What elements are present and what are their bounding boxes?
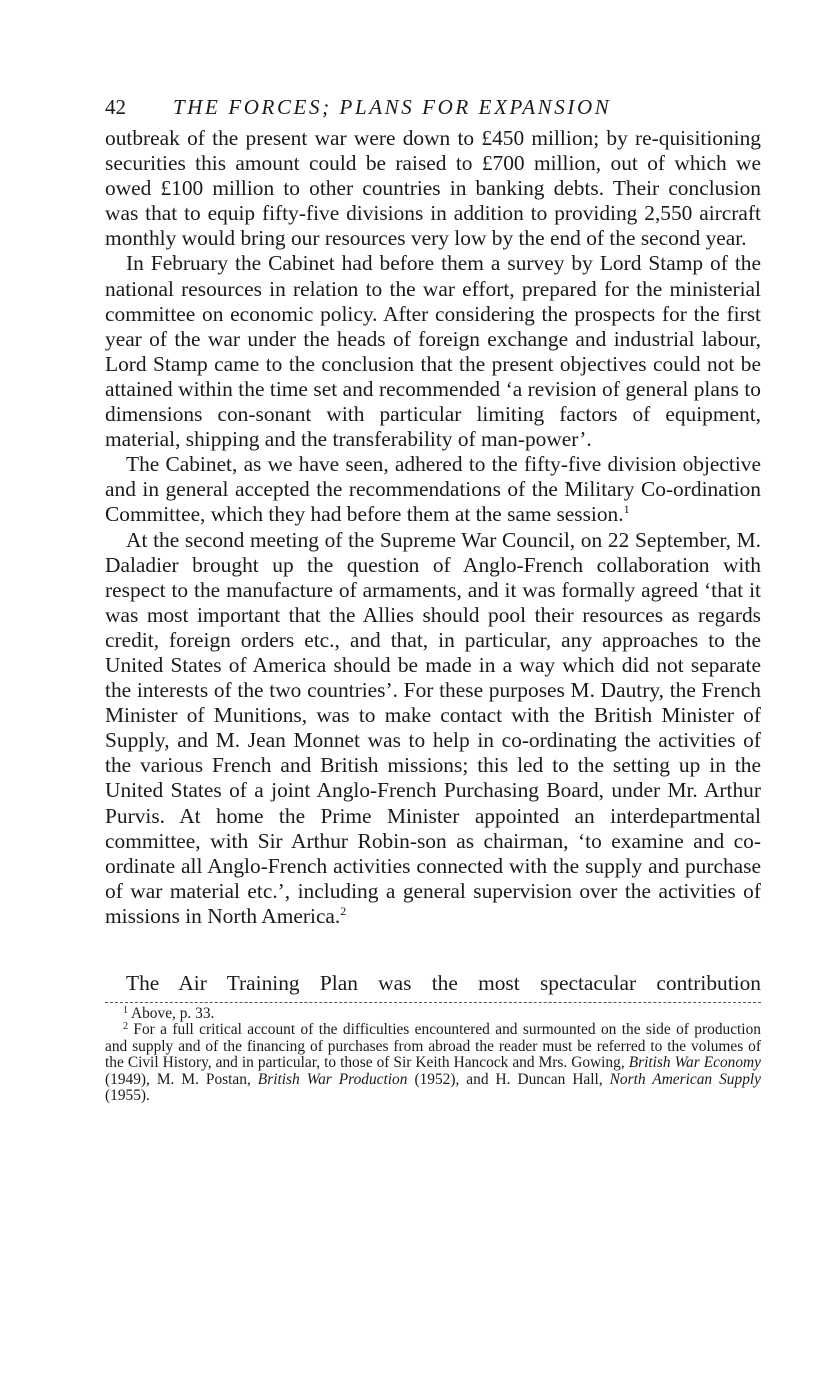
paragraph-4 (105, 528, 761, 930)
cited-title: British War Production (257, 1070, 408, 1088)
footnote-text: (1949), M. M. Postan, (105, 1070, 258, 1088)
footnote-text: (1952), and H. Duncan Hall, (407, 1070, 610, 1088)
paragraph-text: In February the Cabinet had before them a survey by Lord Stamp of the national resources in relation to the war effort, prepared for the ministerial committee on economic policy. After considering the prospects for the first year of the war under the heads of foreign exchange and industrial labour, Lord Stamp came to the conclusion that the present objectives could not be attained within the time set and recommended ‘a revision of general plans to dimensions con-sonant with particular limiting factors of equipment, material, shipping and the transferability of man-power’. (105, 251, 761, 452)
footnote-1 (105, 1006, 761, 1022)
footnote-marker: 2 (123, 1021, 128, 1033)
paragraph-2 (105, 251, 761, 452)
body-text (105, 126, 761, 929)
running-head (105, 92, 761, 122)
footnote-text: (1955). (105, 1087, 150, 1105)
paragraph-text: At the second meeting of the Supreme War Council, on 22 September, M. Daladier brought up the question of Anglo-French collaboration with respect to the manufacture of armaments, and it was formally agreed ‘that it was most important that the Allies should pool their resources as regards credit, foreign orders etc., and that, in particular, any approaches to the United States of America should be made in a way which did not separate the interests of the two countries’. For these purposes M. Dautry, the French Minister of Munitions, was to make contact with the British Minister of Supply, and M. Jean Monnet was to help in co-ordinating the activities of the various French and British missions; this led to the setting up in the United States of a joint Anglo-French Purchasing Board, under Mr. Arthur Purvis. At home the Prime Minister appointed an interdepartmental committee, with Sir Arthur Robin-son as chairman, ‘to examine and co-ordinate all Anglo-French activities connected with the supply and purchase of war material etc.’, including a general supervision over the activities of missions in North America. (105, 527, 761, 928)
paragraph-text: The Cabinet, as we have seen, adhered to the fifty-five division objective and in general accepted the recommendations of the Military Co-ordination Committee, which they had before them at the same session. (105, 452, 761, 527)
paragraph-3 (105, 452, 761, 527)
footnotes (105, 1006, 761, 1104)
footnote-marker: 1 (123, 1005, 128, 1016)
section-break (105, 929, 761, 971)
footnote-ref-1[interactable]: 1 (623, 502, 630, 517)
paragraph-text: outbreak of the present war were down to £450 million; by re-quisitioning securities this amount could be raised to £700 million, out of which we owed £100 million to other countries in banking debts. Their conclusion was that to equip fifty-five divisions in addition to providing 2,550 aircraft monthly would bring our resources very low by the end of the second year. (105, 126, 761, 251)
cited-title: British War Economy (628, 1054, 761, 1072)
footnote-text: For a full critical account of the difficulties encountered and surmounted on the side of production and supply and of the financing of purchases from abroad the reader must be referred to the volumes of the Civil History, and in particular, to those of Sir Keith Hancock and Mrs. Gowing, (105, 1021, 761, 1072)
footnote-ref-2[interactable]: 2 (340, 903, 347, 918)
footnote-text: Above, p. 33. (131, 1005, 215, 1022)
cited-title: North American Supply (609, 1070, 761, 1088)
section-start-line: The Air Training Plan was the most spectacular contribution (126, 971, 761, 995)
footnote-2 (105, 1022, 761, 1104)
book-page (105, 92, 761, 1104)
running-title: THE FORCES; PLANS FOR EXPANSION (173, 95, 612, 119)
footnote-divider (105, 1002, 761, 1003)
page-number: 42 (105, 95, 126, 119)
paragraph-1 (105, 126, 761, 251)
